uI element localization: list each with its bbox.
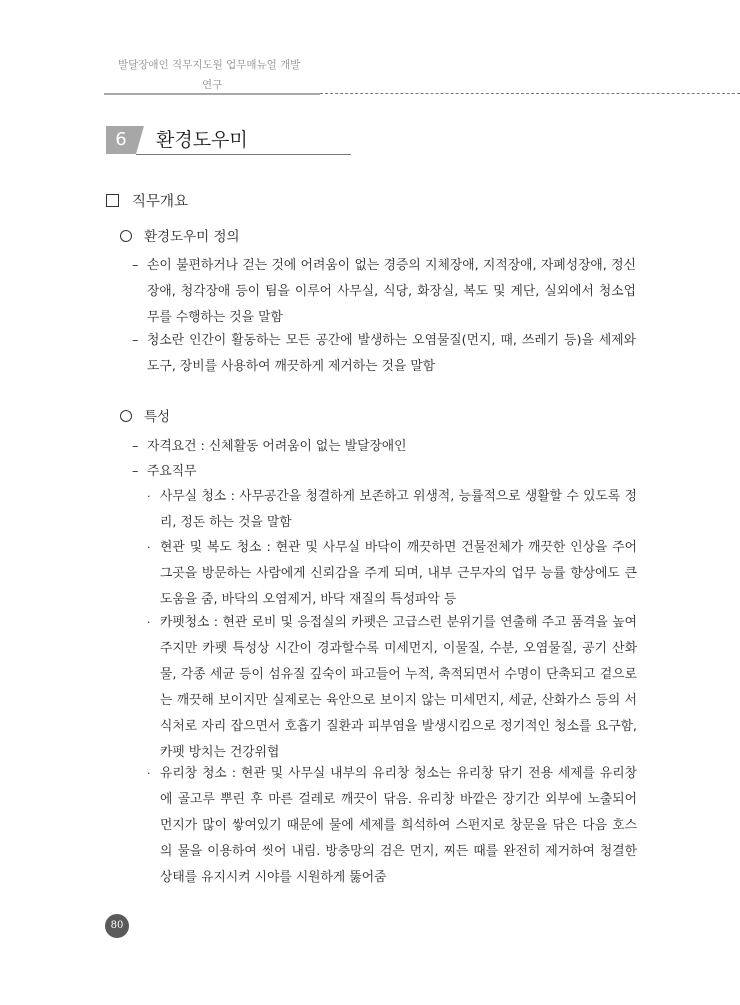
section-number: 6 <box>106 126 136 154</box>
definition-item-2 <box>132 328 636 380</box>
qualification-item <box>132 434 636 460</box>
qualification-text: 자격요건 : 신체활동 어려움이 없는 발달장애인 <box>147 439 407 454</box>
duty-item-office <box>147 484 637 536</box>
heading-job-overview-text: 직무개요 <box>132 194 189 210</box>
section-title <box>106 126 626 156</box>
duty-office-text: 사무실 청소 : 사무공간을 청결하게 보존하고 위생적, 능률적으로 생활할 수 있도록 정리, 정돈 하는 것을 말함 <box>160 489 637 530</box>
section-title-text: 환경도우미 <box>156 129 248 151</box>
heading-traits <box>120 406 170 428</box>
running-header-line2: 연구 <box>202 79 223 91</box>
duty-item-window <box>147 761 637 891</box>
duty-window-text: 유리창 청소 : 현관 및 사무실 내부의 유리창 청소는 유리창 닦기 전용 세제를 유리창에 골고루 뿌린 후 마른 걸레로 깨끗이 닦음. 유리창 바깥은 장기간 외부에 노출되어 먼지가 많이 쌓여있기 때문에 물에 세제를 희석하여 스펀지로 창문을 닦은 다음 호스의 물을 이용하여 씻어 내림. 방충망의 검은 먼지, 찌든 때를 완전히 제거하여 청결한 상태를 유지시켜 시야를 시원하게 뚫어줌 <box>160 766 637 885</box>
definition-item-2-text: 청소란 인간이 활동하는 모든 공간에 발생하는 오염물질(먼지, 때, 쓰레기 등)을 세제와 도구, 장비를 사용하여 깨끗하게 제거하는 것을 말함 <box>147 333 636 374</box>
dot-marker: · <box>147 767 151 780</box>
duty-hallway-text: 현관 및 복도 청소 : 현관 및 사무실 바닥이 깨끗하면 건물전체가 깨끗한 인상을 주어 그곳을 방문하는 사람에게 신뢰감을 주게 되며, 내부 근무자의 업무 능률 향상에도 큰 도움을 줌, 바닥의 오염제거, 바닥 재질의 특성파악 등 <box>160 540 637 607</box>
page-number-badge: 80 <box>105 914 129 938</box>
duty-carpet-text: 카펫청소 : 현관 로비 및 응접실의 카펫은 고급스런 분위기를 연출해 주고 품격을 높여주지만 카펫 특성상 시간이 경과할수록 미세먼지, 이물질, 수분, 오염물질, 공기 산화물, 각종 세균 등이 섬유질 깊숙이 파고들어 누적, 축적되면서 수명이 단축되고 겉으로는 깨끗해 보이지만 실제로는 육안으로 보이지 않는 미세먼지, 세균, 산화가스 등의 서식처로 자리 잡으면서 호흡기 질환과 피부염을 발생시킴으로 정기적인 청소를 요구함, 카펫 방치는 건강위협 <box>160 615 637 760</box>
section-title-underline <box>136 154 351 155</box>
square-bullet-icon <box>106 194 119 207</box>
dash-marker: – <box>132 333 139 348</box>
dash-marker: – <box>132 258 139 273</box>
section-number-slant <box>136 126 144 154</box>
running-header-line1: 발달장애인 직무지도원 업무매뉴얼 개발 <box>118 59 301 71</box>
running-header <box>118 58 300 92</box>
dot-marker: · <box>147 541 151 554</box>
dash-marker: – <box>132 439 139 454</box>
circle-bullet-icon <box>120 230 132 242</box>
duties-heading-item <box>132 459 636 485</box>
dot-marker: · <box>147 616 151 629</box>
duty-item-carpet <box>147 610 637 766</box>
heading-definition-text: 환경도우미 정의 <box>144 229 240 245</box>
dash-marker: – <box>132 464 139 479</box>
heading-definition <box>120 226 240 248</box>
duties-heading-text: 주요직무 <box>147 464 197 479</box>
dot-marker: · <box>147 490 151 503</box>
definition-item-1 <box>132 253 636 331</box>
heading-job-overview <box>106 191 188 213</box>
header-rule-dashed <box>320 93 740 94</box>
circle-bullet-icon <box>120 410 132 422</box>
duty-item-hallway <box>147 535 637 613</box>
heading-traits-text: 특성 <box>144 409 171 425</box>
header-rule-solid <box>104 93 320 95</box>
definition-item-1-text: 손이 불편하거나 걷는 것에 어려움이 없는 경증의 지체장애, 지적장애, 자폐성장애, 정신장애, 청각장애 등이 팀을 이루어 사무실, 식당, 화장실, 복도 및 계단, 실외에서 청소업무를 수행하는 것을 말함 <box>147 258 636 325</box>
